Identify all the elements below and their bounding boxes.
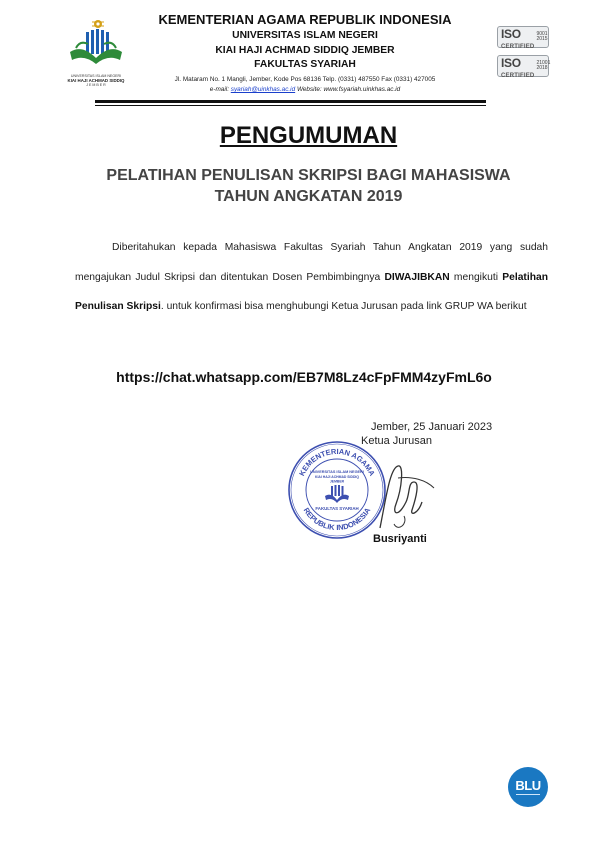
iso-number: 21001 [536,60,551,66]
signature-position: Ketua Jurusan [361,435,432,447]
announcement-body [75,233,548,322]
faculty-name: FAKULTAS SYARIAH [254,59,356,70]
website-label: Website: [296,86,322,93]
university-name: KIAI HAJI ACHMAD SIDDIQ JEMBER [215,45,395,56]
body-text-1: Diberitahukan kepada Mahasiswa Fakultas Syariah Tahun Angkatan 2019 yang sudah mengajukan Judul Skripsi dan ditentukan Dosen Pembimbingnya [75,242,548,283]
blu-badge-underline [516,794,540,795]
blu-badge-text: BLU [515,778,541,793]
email-link[interactable]: syariah@uinkhas.ac.id [230,86,296,93]
signatory-name: Busriyanti [373,533,427,545]
iso-9001-badge [497,26,549,48]
stamp-inner-line-2: KIAI HAJI ACHMAD SIDDIQ [315,475,359,479]
iso-number: 9001 [536,31,548,37]
iso-certified-label: CERTIFIED [501,72,535,79]
iso-word: ISO [501,55,521,70]
logo-caption-3: J E M B E R [86,83,106,87]
university-line: UNIVERSITAS ISLAM NEGERI [232,30,378,41]
stamp-faculty: FAKULTAS SYARIAH [315,506,359,511]
logo-caption-2: KIAI HAJI ACHMAD SIDDIQ [67,78,125,83]
body-emphasis-training: Pelatihan Penulisan Skripsi [75,271,549,312]
contact-line [120,86,490,93]
announcement-title: PENGUMUMAN [219,122,398,149]
iso-word: ISO [501,26,521,41]
iso-year: 2015 [536,36,548,42]
iso-certified-label: CERTIFIED [501,43,535,50]
iso-21001-badge [497,55,549,77]
header-divider-thick [95,100,486,103]
blu-badge [508,767,548,807]
stamp-emblem-icon [325,485,349,503]
handwritten-signature [368,458,448,538]
signature-place-date: Jember, 25 Januari 2023 [371,421,493,433]
stamp-top-text: KEMENTERIAN AGAMA [297,446,377,478]
address-line: Jl. Mataram No. 1 Mangli, Jember, Kode Pos 68136 Telp. (0331) 487550 Fax (0331) 427005 [174,76,436,83]
body-text-3: . untuk konfirmasi bisa menghubungi Ketua Jurusan pada link GRUP WA berikut [160,301,527,312]
whatsapp-group-link[interactable]: https://chat.whatsapp.com/EB7M8Lz4cFpFMM4zyFmL6o [116,369,492,385]
email-label: e-mail: [209,86,229,93]
logo-caption-1: UNIVERSITAS ISLAM NEGERI [70,74,122,78]
stamp-inner-line-1: UNIVERSITAS ISLAM NEGERI [310,470,364,474]
website-link[interactable]: www.fsyariah.uinkhas.ac.id [323,86,401,93]
announcement-subtitle-1: PELATIHAN PENULISAN SKRIPSI BAGI MAHASISWA [106,167,511,184]
stamp-inner-line-3: JEMBER [329,479,345,484]
stamp-bottom-text: REPUBLIK INDONESIA [301,506,373,533]
announcement-subtitle-2: TAHUN ANGKATAN 2019 [214,188,403,205]
header-divider-thin [95,105,486,106]
body-text-2: mengikuti [449,271,503,283]
iso-year: 2018 [536,65,548,71]
ministry-name: KEMENTERIAN AGAMA REPUBLIK INDONESIA [158,12,452,27]
body-emphasis-required: DIWAJIBKAN [384,271,450,283]
